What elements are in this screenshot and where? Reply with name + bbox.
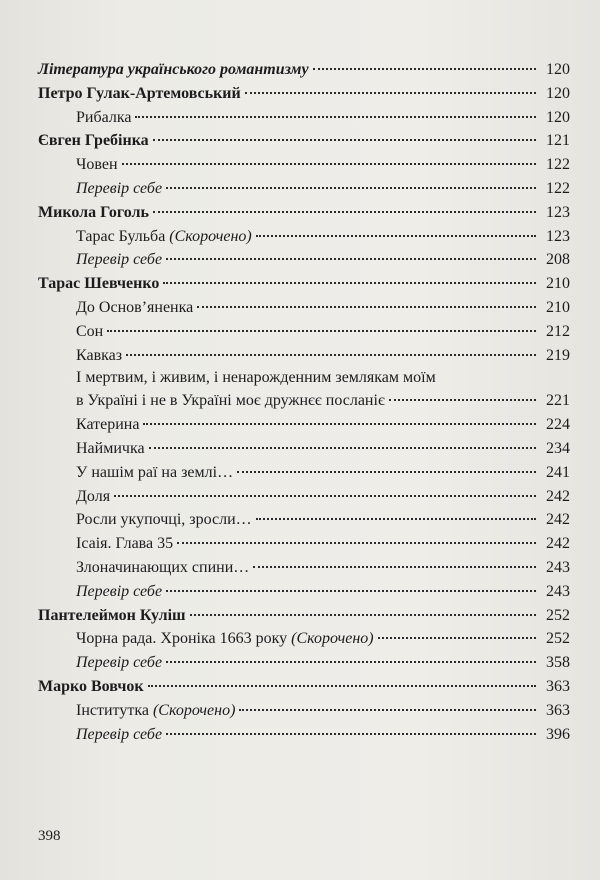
dot-leader xyxy=(166,733,536,735)
dot-leader xyxy=(256,518,536,520)
toc-entry-page: 241 xyxy=(546,463,570,481)
toc-entry xyxy=(38,675,570,699)
toc-entry-title xyxy=(38,82,241,106)
dot-leader xyxy=(143,423,536,425)
toc-entry-page: 396 xyxy=(546,725,570,743)
dot-leader xyxy=(153,139,536,141)
toc-entry-title-text: Література українського романтизму xyxy=(38,61,309,78)
dot-leader xyxy=(166,661,536,663)
toc-entry-page: 210 xyxy=(546,298,570,316)
toc-entry-title-text: До Основ’яненка xyxy=(76,298,194,316)
toc-entry-title xyxy=(76,651,162,675)
dot-leader xyxy=(163,282,536,284)
toc-entry xyxy=(38,413,570,437)
toc-entry xyxy=(38,461,570,485)
dot-leader xyxy=(153,211,536,213)
dot-leader xyxy=(126,354,536,356)
toc-entry xyxy=(38,508,570,532)
toc-entry-title-text: Рибалка xyxy=(76,108,132,126)
toc-entry-page: 122 xyxy=(546,179,570,197)
toc-entry-title xyxy=(76,437,145,461)
toc-entry-title xyxy=(76,296,193,320)
toc-entry xyxy=(38,344,570,368)
toc-entry-title-text: Перевір себе xyxy=(76,251,163,269)
toc-entry-title-text: Перевір себе xyxy=(76,582,163,600)
toc-entry xyxy=(38,58,570,82)
toc-entry-page: 252 xyxy=(546,630,570,648)
toc-entry xyxy=(38,201,570,225)
toc-entry xyxy=(38,177,570,201)
dot-leader xyxy=(256,235,536,237)
toc-entry-title-text: Перевір себе xyxy=(76,179,163,197)
toc-entry-page: 234 xyxy=(546,439,570,457)
toc-entry-title-text: Росли укупочці, зросли… xyxy=(76,511,252,529)
toc-entry-title xyxy=(76,344,122,368)
toc-entry-title xyxy=(76,389,385,413)
toc-entry xyxy=(38,389,570,413)
toc-entry-page: 221 xyxy=(546,392,570,410)
toc-entry-title xyxy=(76,485,110,509)
toc-entry-page: 252 xyxy=(546,606,570,624)
dot-leader xyxy=(148,685,536,687)
toc-entry-title-text: Ісаія. Глава 35 xyxy=(76,535,174,553)
toc-entry xyxy=(38,485,570,509)
dot-leader xyxy=(107,330,536,332)
toc-entry-page: 219 xyxy=(546,346,570,364)
toc-entry-title xyxy=(76,580,162,604)
toc-entry xyxy=(38,272,570,296)
dot-leader xyxy=(177,542,536,544)
toc-entry-title-text: Злоначинающих спини… xyxy=(76,558,250,576)
toc-entry-title xyxy=(76,699,235,723)
toc-entry-title-text: Марко Вовчок xyxy=(38,677,144,695)
dot-leader xyxy=(253,566,536,568)
toc-entry-title xyxy=(76,556,249,580)
toc-entry-title-text: Чорна рада. Хроніка 1663 року xyxy=(76,630,292,648)
toc-entry-page: 242 xyxy=(546,487,570,505)
toc-entry-page: 120 xyxy=(546,84,570,102)
toc-entry xyxy=(38,320,570,344)
toc-entry-title xyxy=(76,367,436,389)
toc-entry-page: 242 xyxy=(546,535,570,553)
toc-entry-page: 358 xyxy=(546,654,570,672)
toc-entry-title xyxy=(76,723,162,747)
toc-entry-title-text: Тарас Бульба xyxy=(76,227,170,245)
toc-entry-title xyxy=(38,675,144,699)
toc-entry-title xyxy=(76,177,162,201)
toc-entry xyxy=(38,129,570,153)
toc-entry xyxy=(38,723,570,747)
toc-entry-page: 120 xyxy=(546,61,570,78)
toc-entry xyxy=(38,437,570,461)
toc-entry-title xyxy=(76,413,139,437)
toc-entry-title-note: (Скорочено) xyxy=(152,701,236,719)
toc-entry-title xyxy=(76,508,252,532)
dot-leader xyxy=(135,116,536,118)
toc-entry-title-text: Пантелеймон Куліш xyxy=(38,606,186,624)
toc-entry-title-text: Катерина xyxy=(76,416,140,434)
toc-entry-title xyxy=(76,106,131,130)
toc-entry-page: 243 xyxy=(546,558,570,576)
table-of-contents xyxy=(38,58,570,746)
toc-entry xyxy=(38,248,570,272)
dot-leader xyxy=(166,258,536,260)
toc-entry-title xyxy=(76,532,173,556)
toc-entry-title-text: Микола Гоголь xyxy=(38,203,149,221)
toc-entry xyxy=(38,153,570,177)
dot-leader xyxy=(114,495,536,497)
page-number: 398 xyxy=(38,828,61,844)
toc-entry-title xyxy=(76,461,233,485)
toc-entry-title xyxy=(76,248,162,272)
toc-entry-title xyxy=(38,604,186,628)
toc-entry xyxy=(38,699,570,723)
toc-entry-title-text: Сон xyxy=(76,322,104,340)
dot-leader xyxy=(313,68,536,70)
toc-entry xyxy=(38,106,570,130)
toc-entry xyxy=(38,580,570,604)
toc-entry-page: 208 xyxy=(546,251,570,269)
toc-entry-title xyxy=(38,58,309,82)
toc-entry xyxy=(38,604,570,628)
toc-entry-title-text: Євген Гребінка xyxy=(38,132,149,150)
toc-entry-title-text: Інститутка xyxy=(76,701,153,719)
toc-entry xyxy=(38,651,570,675)
toc-entry-title-note: (Скорочено) xyxy=(169,227,252,245)
toc-entry-title-note: (Скорочено) xyxy=(291,630,374,648)
toc-entry-title-text: У нашім раї на землі… xyxy=(76,463,234,481)
toc-entry-title-text: Човен xyxy=(76,156,118,174)
dot-leader xyxy=(166,590,536,592)
toc-entry-title-text: в Україні і не в Україні моє дружнєє посланіє xyxy=(76,392,385,410)
toc-entry-page: 224 xyxy=(546,416,570,434)
toc-entry-page: 242 xyxy=(546,511,570,529)
toc-entry-page: 123 xyxy=(546,227,570,245)
dot-leader xyxy=(166,187,536,189)
dot-leader xyxy=(122,163,536,165)
toc-entry-title-text: Перевір себе xyxy=(76,654,163,672)
toc-entry-title-text: Перевір себе xyxy=(76,725,163,743)
toc-entry xyxy=(38,225,570,249)
dot-leader xyxy=(237,471,536,473)
toc-entry-page: 363 xyxy=(546,677,570,695)
toc-entry-title xyxy=(38,272,159,296)
toc-entry-title xyxy=(76,627,374,651)
toc-entry-page: 210 xyxy=(546,275,570,293)
toc-entry-page: 122 xyxy=(546,156,570,174)
toc-entry-title xyxy=(38,129,149,153)
dot-leader xyxy=(378,637,536,639)
toc-entry-page: 212 xyxy=(546,322,570,340)
dot-leader xyxy=(190,614,536,616)
toc-entry xyxy=(38,296,570,320)
toc-entry-title-text: Петро Гулак-Артемовський xyxy=(38,84,241,102)
toc-entry-title xyxy=(38,201,149,225)
toc-entry xyxy=(38,532,570,556)
toc-entry-page: 121 xyxy=(546,132,570,150)
toc-entry-title-text: Наймичка xyxy=(76,439,145,457)
toc-entry-title-text: Доля xyxy=(76,487,111,505)
toc-entry xyxy=(38,627,570,651)
dot-leader xyxy=(149,447,536,449)
toc-entry-title-text: Тарас Шевченко xyxy=(38,275,160,293)
dot-leader xyxy=(197,306,536,308)
toc-entry xyxy=(38,556,570,580)
toc-entry-page: 120 xyxy=(546,108,570,126)
toc-entry-title xyxy=(76,320,103,344)
toc-entry-page: 363 xyxy=(546,701,570,719)
toc-entry-title-text: Кавказ xyxy=(76,346,123,364)
dot-leader xyxy=(389,399,536,401)
toc-entry-title xyxy=(76,225,252,249)
toc-entry xyxy=(38,367,570,389)
toc-entry xyxy=(38,82,570,106)
toc-entry-page: 123 xyxy=(546,203,570,221)
toc-entry-page: 243 xyxy=(546,582,570,600)
dot-leader xyxy=(245,92,536,94)
toc-entry-title-text: І мертвим, і живим, і ненарожденним землякам моїм xyxy=(76,369,436,387)
toc-entry-title xyxy=(76,153,118,177)
dot-leader xyxy=(239,709,536,711)
